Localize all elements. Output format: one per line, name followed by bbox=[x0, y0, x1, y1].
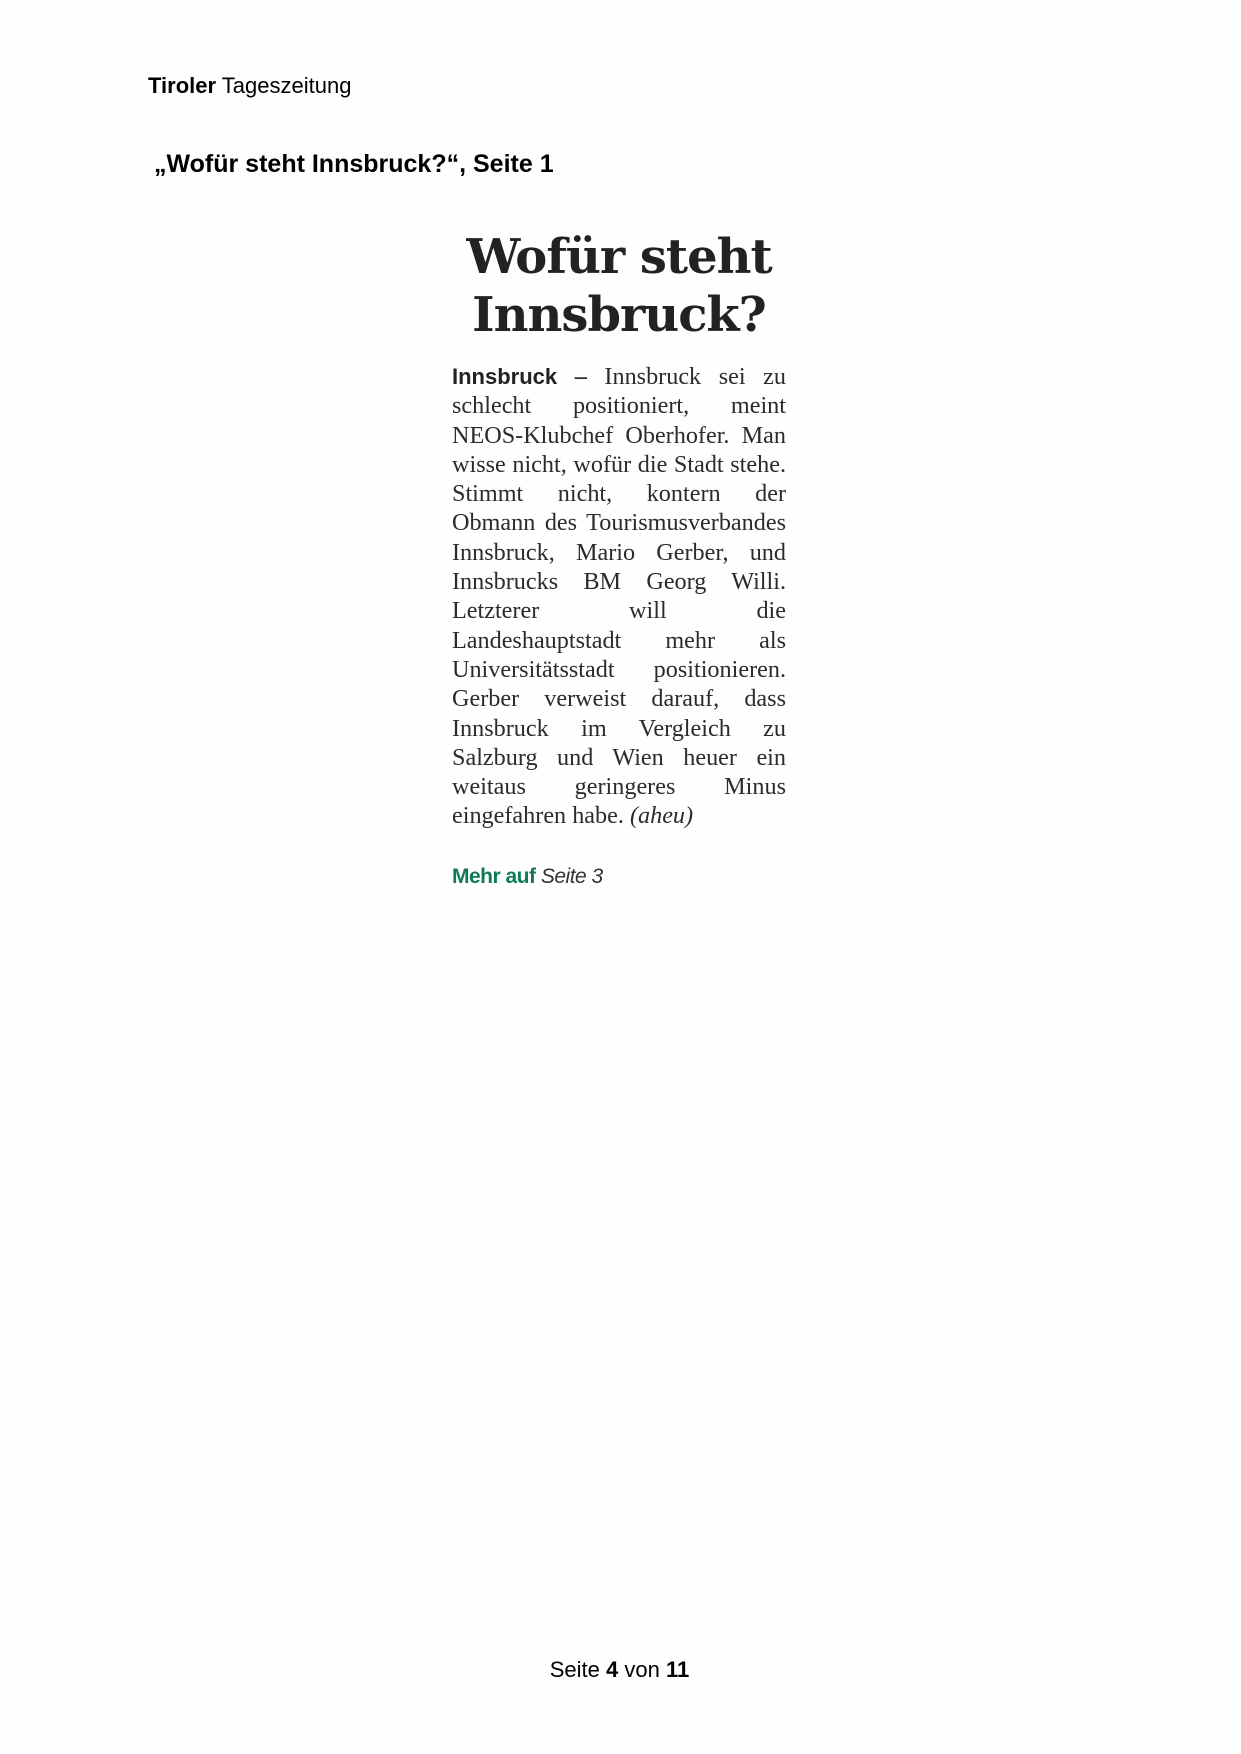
page-word: Seite bbox=[549, 1657, 600, 1682]
headline-line-1: Wofür steht bbox=[466, 229, 772, 285]
publication-name bbox=[148, 72, 351, 100]
more-reference bbox=[452, 865, 786, 889]
article-body bbox=[452, 362, 786, 831]
clipping-headline bbox=[452, 228, 786, 344]
of-word: von bbox=[624, 1657, 660, 1682]
brand-rest: Tageszeitung bbox=[221, 73, 352, 98]
more-page-ref: Seite 3 bbox=[540, 864, 603, 888]
page-number bbox=[550, 1656, 690, 1684]
newspaper-clipping bbox=[452, 228, 786, 889]
dateline-dash: – bbox=[574, 363, 587, 390]
headline-line-2: Innsbruck? bbox=[472, 287, 766, 343]
more-label: Mehr auf bbox=[452, 864, 536, 888]
dateline: Innsbruck bbox=[452, 364, 558, 389]
current-page: 4 bbox=[606, 1657, 619, 1682]
page-footer bbox=[0, 1656, 1241, 1684]
total-pages: 11 bbox=[666, 1657, 690, 1682]
document-title: „Wofür steht Innsbruck?“, Seite 1 bbox=[154, 150, 554, 178]
article-text: Innsbruck sei zu schlecht positioniert, meint NEOS-Klubchef Oberhofer. Man wisse nicht, wofür die Stadt stehe. Stimmt nicht, kontern der Obmann des Tourismusverbandes Innsbruck, Mario Gerber, und Innsbrucks BM Georg Willi. Letzterer will die Landeshauptstadt mehr als Universitätsstadt positionieren. Gerber verweist darauf, dass Innsbruck im Vergleich zu Salzburg und Wien heuer ein weitaus geringeres Minus eingefahren habe. bbox=[452, 363, 787, 830]
author-tag: (aheu) bbox=[629, 802, 694, 830]
brand-bold: Tiroler bbox=[148, 73, 217, 98]
